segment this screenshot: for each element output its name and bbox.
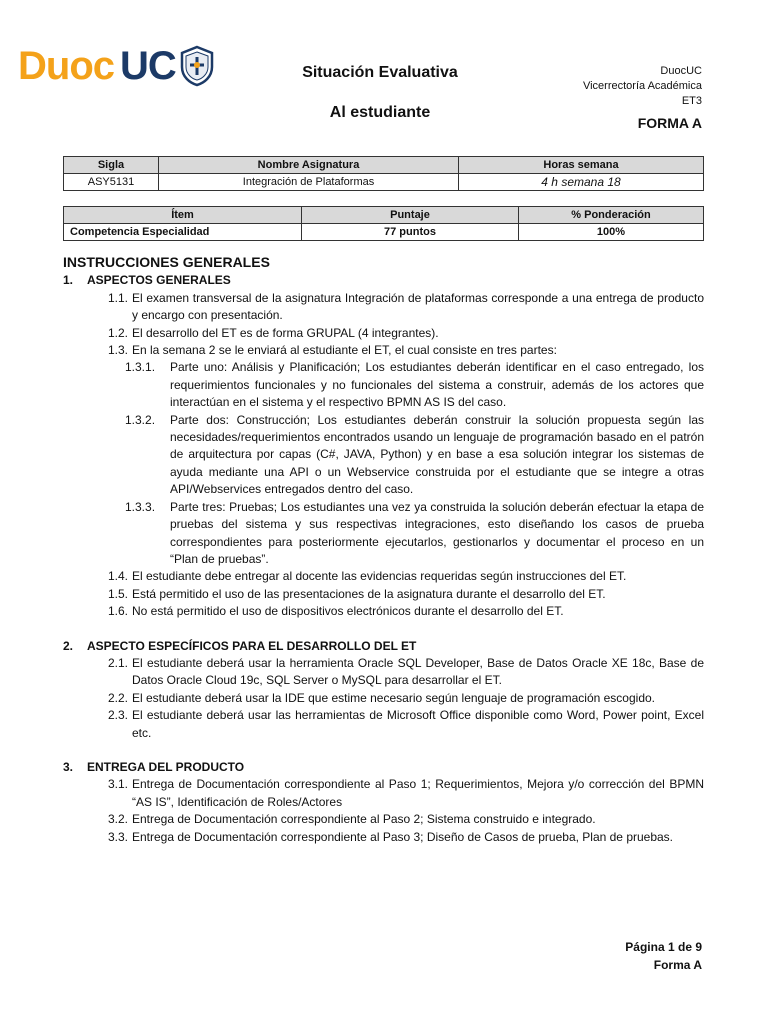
section-number: 2. [63, 638, 74, 653]
list-item [63, 707, 704, 742]
list-item [63, 603, 704, 620]
list-item [63, 290, 704, 325]
item-text: Entrega de Documentación correspondiente al Paso 2; Sistema construido e integrado. [132, 812, 596, 827]
list-item [63, 586, 704, 603]
section-heading [63, 759, 704, 776]
item-text: No está permitido el uso de dispositivos electrónicos durante el desarrollo del ET. [132, 604, 564, 619]
item-text: Está permitido el uso de las presentaciones de la asignatura durante el desarrollo del ET. [132, 586, 606, 601]
sub-list-item [63, 359, 704, 411]
item-text: El estudiante deberá usar la IDE que estime necesario según lenguaje de programación escogido. [132, 690, 655, 705]
list-item [63, 655, 704, 690]
section-heading [63, 638, 704, 655]
item-number: 1.4. [108, 569, 129, 584]
item-text: Parte tres: Pruebas; Los estudiantes una vez ya construida la solución deberán efectuar la etapa de pruebas del sistema y sus respectivas integraciones, esto diseñando los casos de prueba correspondientes para posteriormente ejecutarlos, gestionarlos y documentar el proceso en un “Plan de pruebas”. [170, 499, 704, 566]
list-item [63, 342, 704, 359]
list-item [63, 325, 704, 342]
list-item [63, 690, 704, 707]
header-item: Ítem [64, 207, 302, 224]
item-number: 1.5. [108, 586, 129, 601]
item-number: 1.2. [108, 325, 129, 340]
logo-text-duoc: Duoc [18, 43, 114, 88]
duocuc-logo [18, 38, 216, 94]
form-label: FORMA A [637, 115, 702, 131]
item-text: Parte uno: Análisis y Planificación; Los estudiantes deberán identificar en el caso entregado, los requerimientos funcionales y no funcionales del sistema a construir, además de los actores que interactúan en el sistema y el respectivo BPMN AS IS del caso. [170, 360, 704, 410]
item-number: 2.1. [108, 655, 129, 670]
header-nombre-asignatura: Nombre Asignatura [159, 157, 459, 174]
page-number: Página 1 de 9 [625, 940, 702, 954]
instructions-heading: INSTRUCCIONES GENERALES [63, 254, 270, 270]
item-number: 3.1. [108, 777, 129, 792]
course-table-header [64, 157, 704, 174]
course-table-row [64, 174, 704, 191]
logo-text-uc: UC [120, 43, 176, 88]
instructions-body [63, 254, 704, 846]
item-number: 1.3.3. [125, 499, 156, 514]
score-table-header [64, 207, 704, 224]
section-number: 3. [63, 759, 74, 774]
list-item [63, 568, 704, 585]
item-number: 3.3. [108, 829, 129, 844]
cell-horas-semana: 4 h semana 18 [459, 174, 704, 191]
item-number: 2.2. [108, 690, 129, 705]
document-title: Situación Evaluativa [302, 64, 458, 81]
item-text: El estudiante debe entregar al docente las evidencias requeridas según instrucciones del ET. [132, 569, 627, 584]
department-name: Vicerrectoría Académica [582, 80, 702, 92]
sub-list-item [63, 499, 704, 569]
item-number: 1.3. [108, 343, 129, 358]
header-ponderacion: % Ponderación [519, 207, 704, 224]
cell-item: Competencia Especialidad [64, 224, 302, 241]
list-item [63, 776, 704, 811]
item-number: 1.1. [108, 290, 129, 305]
footer-form-label: Forma A [653, 958, 702, 972]
item-text: Entrega de Documentación correspondiente al Paso 3; Diseño de Casos de prueba, Plan de pruebas. [132, 829, 674, 844]
score-table-row [64, 224, 704, 241]
institution-name: DuocUC [660, 65, 702, 77]
section-title: ASPECTOS GENERALES [87, 273, 231, 288]
header-sigla: Sigla [64, 157, 159, 174]
score-table [63, 206, 704, 241]
item-text: El desarrollo del ET es de forma GRUPAL (4 integrantes). [132, 325, 439, 340]
evaluation-code: ET3 [681, 95, 702, 107]
sub-list-item [63, 412, 704, 499]
section-number: 1. [63, 273, 74, 288]
item-text: Parte dos: Construcción; Los estudiantes deberán construir la solución propuesta según las necesidades/requerimientos encontrados usando un lenguaje de programación basado en el patrón de arquitectura por capas (C#, JAVA, Python) y en base a esa solución integrar los sistemas de ayuda mediante una API o un Webservice construida por el estudiante que se integre a otras API/Webservices entregados dentro del caso. [170, 412, 704, 497]
course-table [63, 156, 704, 191]
item-text: En la semana 2 se le enviará al estudiante el ET, el cual consiste en tres partes: [132, 343, 557, 358]
item-number: 1.3.2. [125, 412, 156, 427]
item-number: 2.3. [108, 708, 129, 723]
item-number: 1.6. [108, 604, 129, 619]
item-number: 1.3.1. [125, 360, 156, 375]
item-text: Entrega de Documentación correspondiente al Paso 1; Requerimientos, Mejora y/o corrección del BPMN “AS IS”, Identificación de Roles/Actores [132, 777, 704, 809]
item-text: El estudiante deberá usar las herramientas de Microsoft Office disponible como Word, Power point, Excel etc. [132, 708, 704, 740]
header-puntaje: Puntaje [302, 207, 519, 224]
item-text: El estudiante deberá usar la herramienta Oracle SQL Developer, Base de Datos Oracle XE 18c, Base de Datos Oracle Cloud 19c, SQL Server o MySQL para desarrollar el ET. [132, 655, 704, 688]
item-number: 3.2. [108, 812, 129, 827]
item-text: El examen transversal de la asignatura Integración de plataformas corresponde a una entrega de producto y encargo con presentación. [132, 290, 704, 323]
list-item [63, 829, 704, 846]
document-subtitle: Al estudiante [329, 104, 431, 121]
cell-nombre-asignatura: Integración de Plataformas [159, 174, 459, 191]
institution-block [583, 64, 702, 131]
header-horas-semana: Horas semana [459, 157, 704, 174]
cell-sigla: ASY5131 [64, 174, 159, 191]
document-title-block [270, 64, 490, 122]
spacer [63, 742, 704, 759]
cell-ponderacion: 100% [519, 224, 704, 241]
cell-puntaje: 77 puntos [302, 224, 519, 241]
page-footer [625, 938, 702, 974]
section-title: ENTREGA DEL PRODUCTO [87, 759, 245, 774]
spacer [63, 621, 704, 638]
list-item [63, 811, 704, 828]
section-title: ASPECTO ESPECÍFICOS PARA EL DESARROLLO DEL ET [87, 638, 417, 653]
university-seal-icon [178, 45, 216, 87]
section-heading [63, 272, 704, 289]
